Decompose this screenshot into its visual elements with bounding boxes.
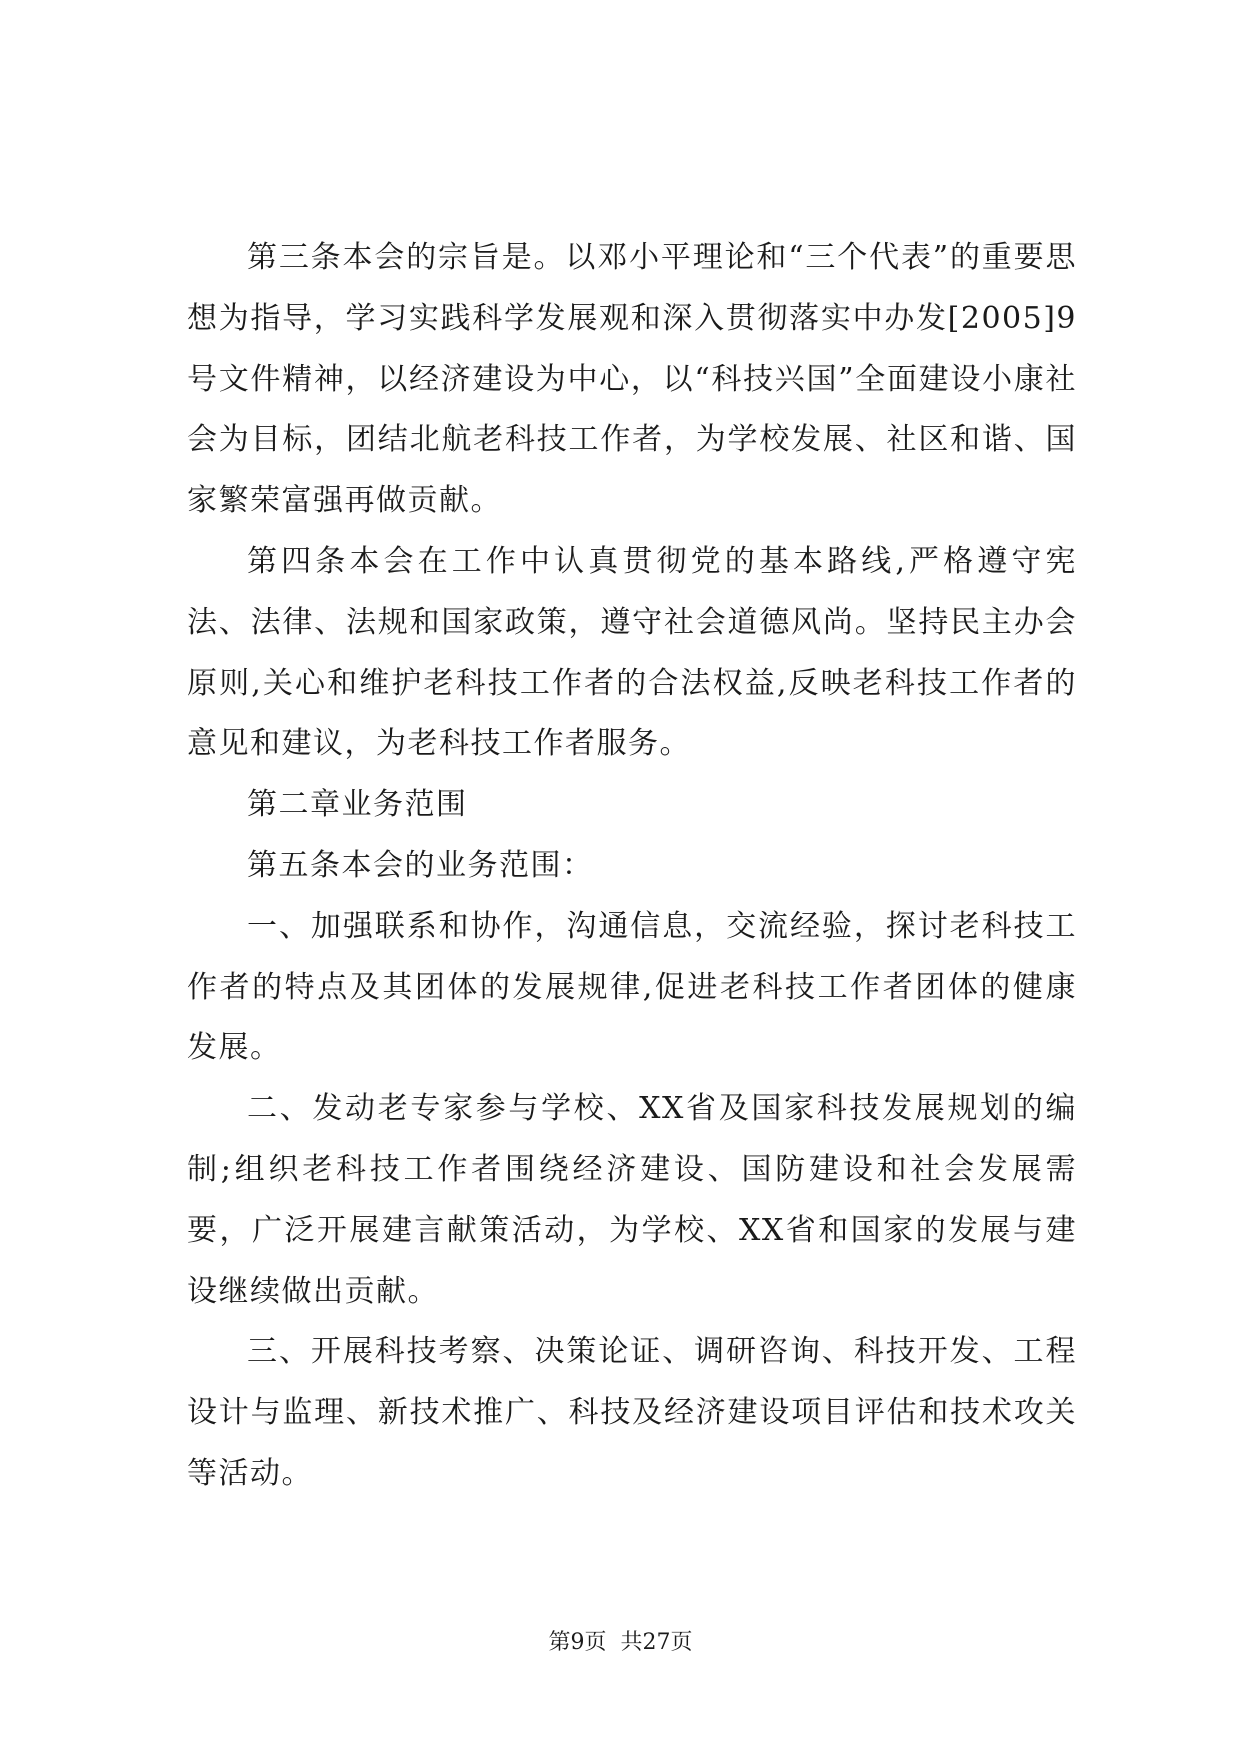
chapter-2-heading: 第二章业务范围 xyxy=(247,787,468,823)
page-number-label: 第9页 共27页 xyxy=(548,1630,693,1655)
article-4-paragraph: 第四条本会在工作中认真贯彻党的基本路线,严格遵守宪法、法律、法规和国家政策，遵守社会道德风尚。坚持民主办会原则,关心和维护老科技工作者的合法权益,反映老科技工作者的意见和建议，为老科技工作者服务。 xyxy=(187,543,1077,762)
article-3-paragraph: 第三条本会的宗旨是。以邓小平理论和“三个代表”的重要思想为指导，学习实践科学发展观和深入贯彻落实中办发[2005]9号文件精神，以经济建设为中心，以“科技兴国”全面建设小康社会为目标，团结北航老科技工作者，为学校发展、社区和谐、国家繁荣富强再做贡献。 xyxy=(187,240,1077,519)
page-footer xyxy=(0,1625,1241,1656)
scope-item-1-paragraph: 一、加强联系和协作，沟通信息，交流经验，探讨老科技工作者的特点及其团体的发展规律,促进老科技工作者团体的健康发展。 xyxy=(187,908,1077,1066)
scope-item-2-paragraph: 二、发动老专家参与学校、XX省及国家科技发展规划的编制;组织老科技工作者围绕经济建设、国防建设和社会发展需要，广泛开展建言献策活动，为学校、XX省和国家的发展与建设继续做出贡献。 xyxy=(187,1091,1077,1309)
scope-item-3-paragraph: 三、开展科技考察、决策论证、调研咨询、科技开发、工程设计与监理、新技术推广、科技及经济建设项目评估和技术攻关等活动。 xyxy=(187,1334,1077,1491)
document-body xyxy=(187,228,1077,1505)
article-5-paragraph: 第五条本会的业务范围： xyxy=(247,847,594,883)
